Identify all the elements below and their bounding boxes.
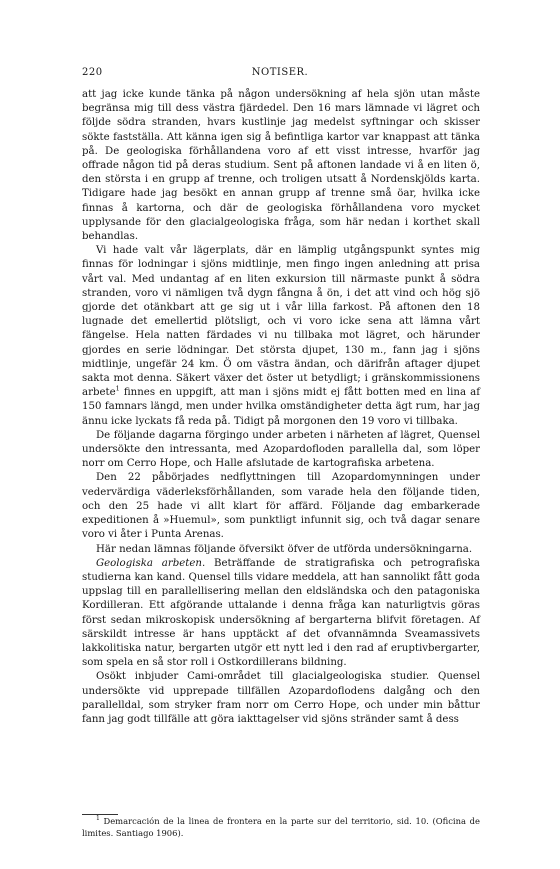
footnote-ref: 1 [115,384,120,393]
paragraph-6 [82,557,480,671]
paragraph-2-part-a: Vi hade valt vår lägerplats, där en lämplig utgångspunkt syntes mig finnas för lodningar i sjöns midtlinje, men fingo ingen anledning att prisa vårt val. Med undantag af en liten exkursion till närmaste punkt å södra stranden, voro vi nämligen två dygn fångna å ön, i det att vind och hög sjö gjorde det otänkbart att ge sig ut i vår lilla farkost. På aftonen den 18 lugnade det emellertid plötsligt, och vi voro icke sena att lämna vårt fängelse. Hela natten färdades vi nu tillbaka mot lägret, och härunder gjordes en serie lödningar. Det största djupet, 130 m., fann jag i sjöns midtlinje, ungefär 24 km. Ö om västra ändan, och därifrån aftager djupet sakta mot denna. Säkert växer det öster ut betydligt; i gränskommissionens arbete [82,245,480,399]
footnote-divider [82,814,118,815]
page-number: 220 [82,67,103,78]
paragraph-5: Här nedan lämnas följande öfversikt öfver de utförda undersökningarna. [96,543,473,555]
paragraph-2-part-b: finnes en uppgift, att man i sjöns midt ej fått botten med en lina af 150 famnars längd, men under hvilka omständigheter detta ägt rum, har jag ännu icke lyckats få reda på. Tidigt på morgonen den 19 voro vi tillbaka. [82,387,480,427]
paragraph-1: att jag icke kunde tänka på någon undersökning af hela sjön utan måste begränsa mig till dess västra fjärdedel. Den 16 mars lämnade vi lägret och följde södra stranden, hvars kustlinje jag medelst syftningar och skisser sökte fastställa. Att känna igen sig å befintliga kartor var knappast att tänka på. De geologiska förhållandena voro af ett visst intresse, hvarför jag offrade någon tid på deras studium. Sent på aftonen landade vi å en liten ö, den största i en grupp af trenne, och troligen utsatt å Nordenskjölds karta. Tidigare hade jag besökt en annan grupp af trenne små öar, hvilka icke finnas å kartorna, och där de geologiska förhållandena voro mycket upplysande för den glacialgeologiska fråga, som här nedan i korthet skall behandlas. [82,89,480,243]
footnote [82,816,480,839]
paragraph-7: Osökt inbjuder Cami-området till glacialgeologiska studier. Quensel undersökte vid upprepade tillfällen Azopardoflodens dalgång och den parallelldal, som stryker fram norr om Cerro Hope, och under min båttur fann jag godt tillfälle att göra iakttagelser vid sjöns stränder samt å dess [82,671,480,725]
section-heading: Geologiska arbeten. [96,557,206,569]
running-title: NOTISER. [251,67,309,78]
paragraph-6-text: Beträffande de stratigrafiska och petrografiska studierna kan kand. Quensel tills vidare meddela, att han sannolikt fått goda uppslag till en parallellisering mellan den eldsländska och den patagoniska Kordilleran. Ett afgörande uttalande i denna fråga kan naturligtvis göras först sedan mikroskopisk undersökning af bergarterna blifvit företagen. Af särskildt intresse är hans upptäckt af det ofvannämnda Sveamassivets lakkolitiska natur, bergarten utgör ett nytt led i den rad af eruptivbergarter, som spela en så stor roll i Ostkordillerans bildning. [82,557,480,669]
body-text [82,88,480,727]
footnote-marker: 1 [96,815,100,823]
paragraph-3: De följande dagarna förgingo under arbeten i närheten af lägret, Quensel undersökte den intressanta, med Azopardofloden parallella dal, som löper norr om Cerro Hope, och Halle afslutade de kartografiska arbetena. [82,429,480,470]
footnote-text: Demarcación de la linea de frontera en la parte sur del territorio, sid. 10. (Oficina de limites. Santiago 1906). [82,816,480,838]
paragraph-2 [82,244,480,429]
paragraph-4: Den 22 påbörjades nedflyttningen till Azopardomynningen under vedervärdiga väderleksförhållanden, som varade hela den följande tiden, och den 25 hade vi allt klart för affärd. Följande dag embarkerade expeditionen å »Huemul», som punktligt infunnit sig, och två dagar senare voro vi åter i Punta Arenas. [82,472,480,541]
page-header [82,67,478,81]
